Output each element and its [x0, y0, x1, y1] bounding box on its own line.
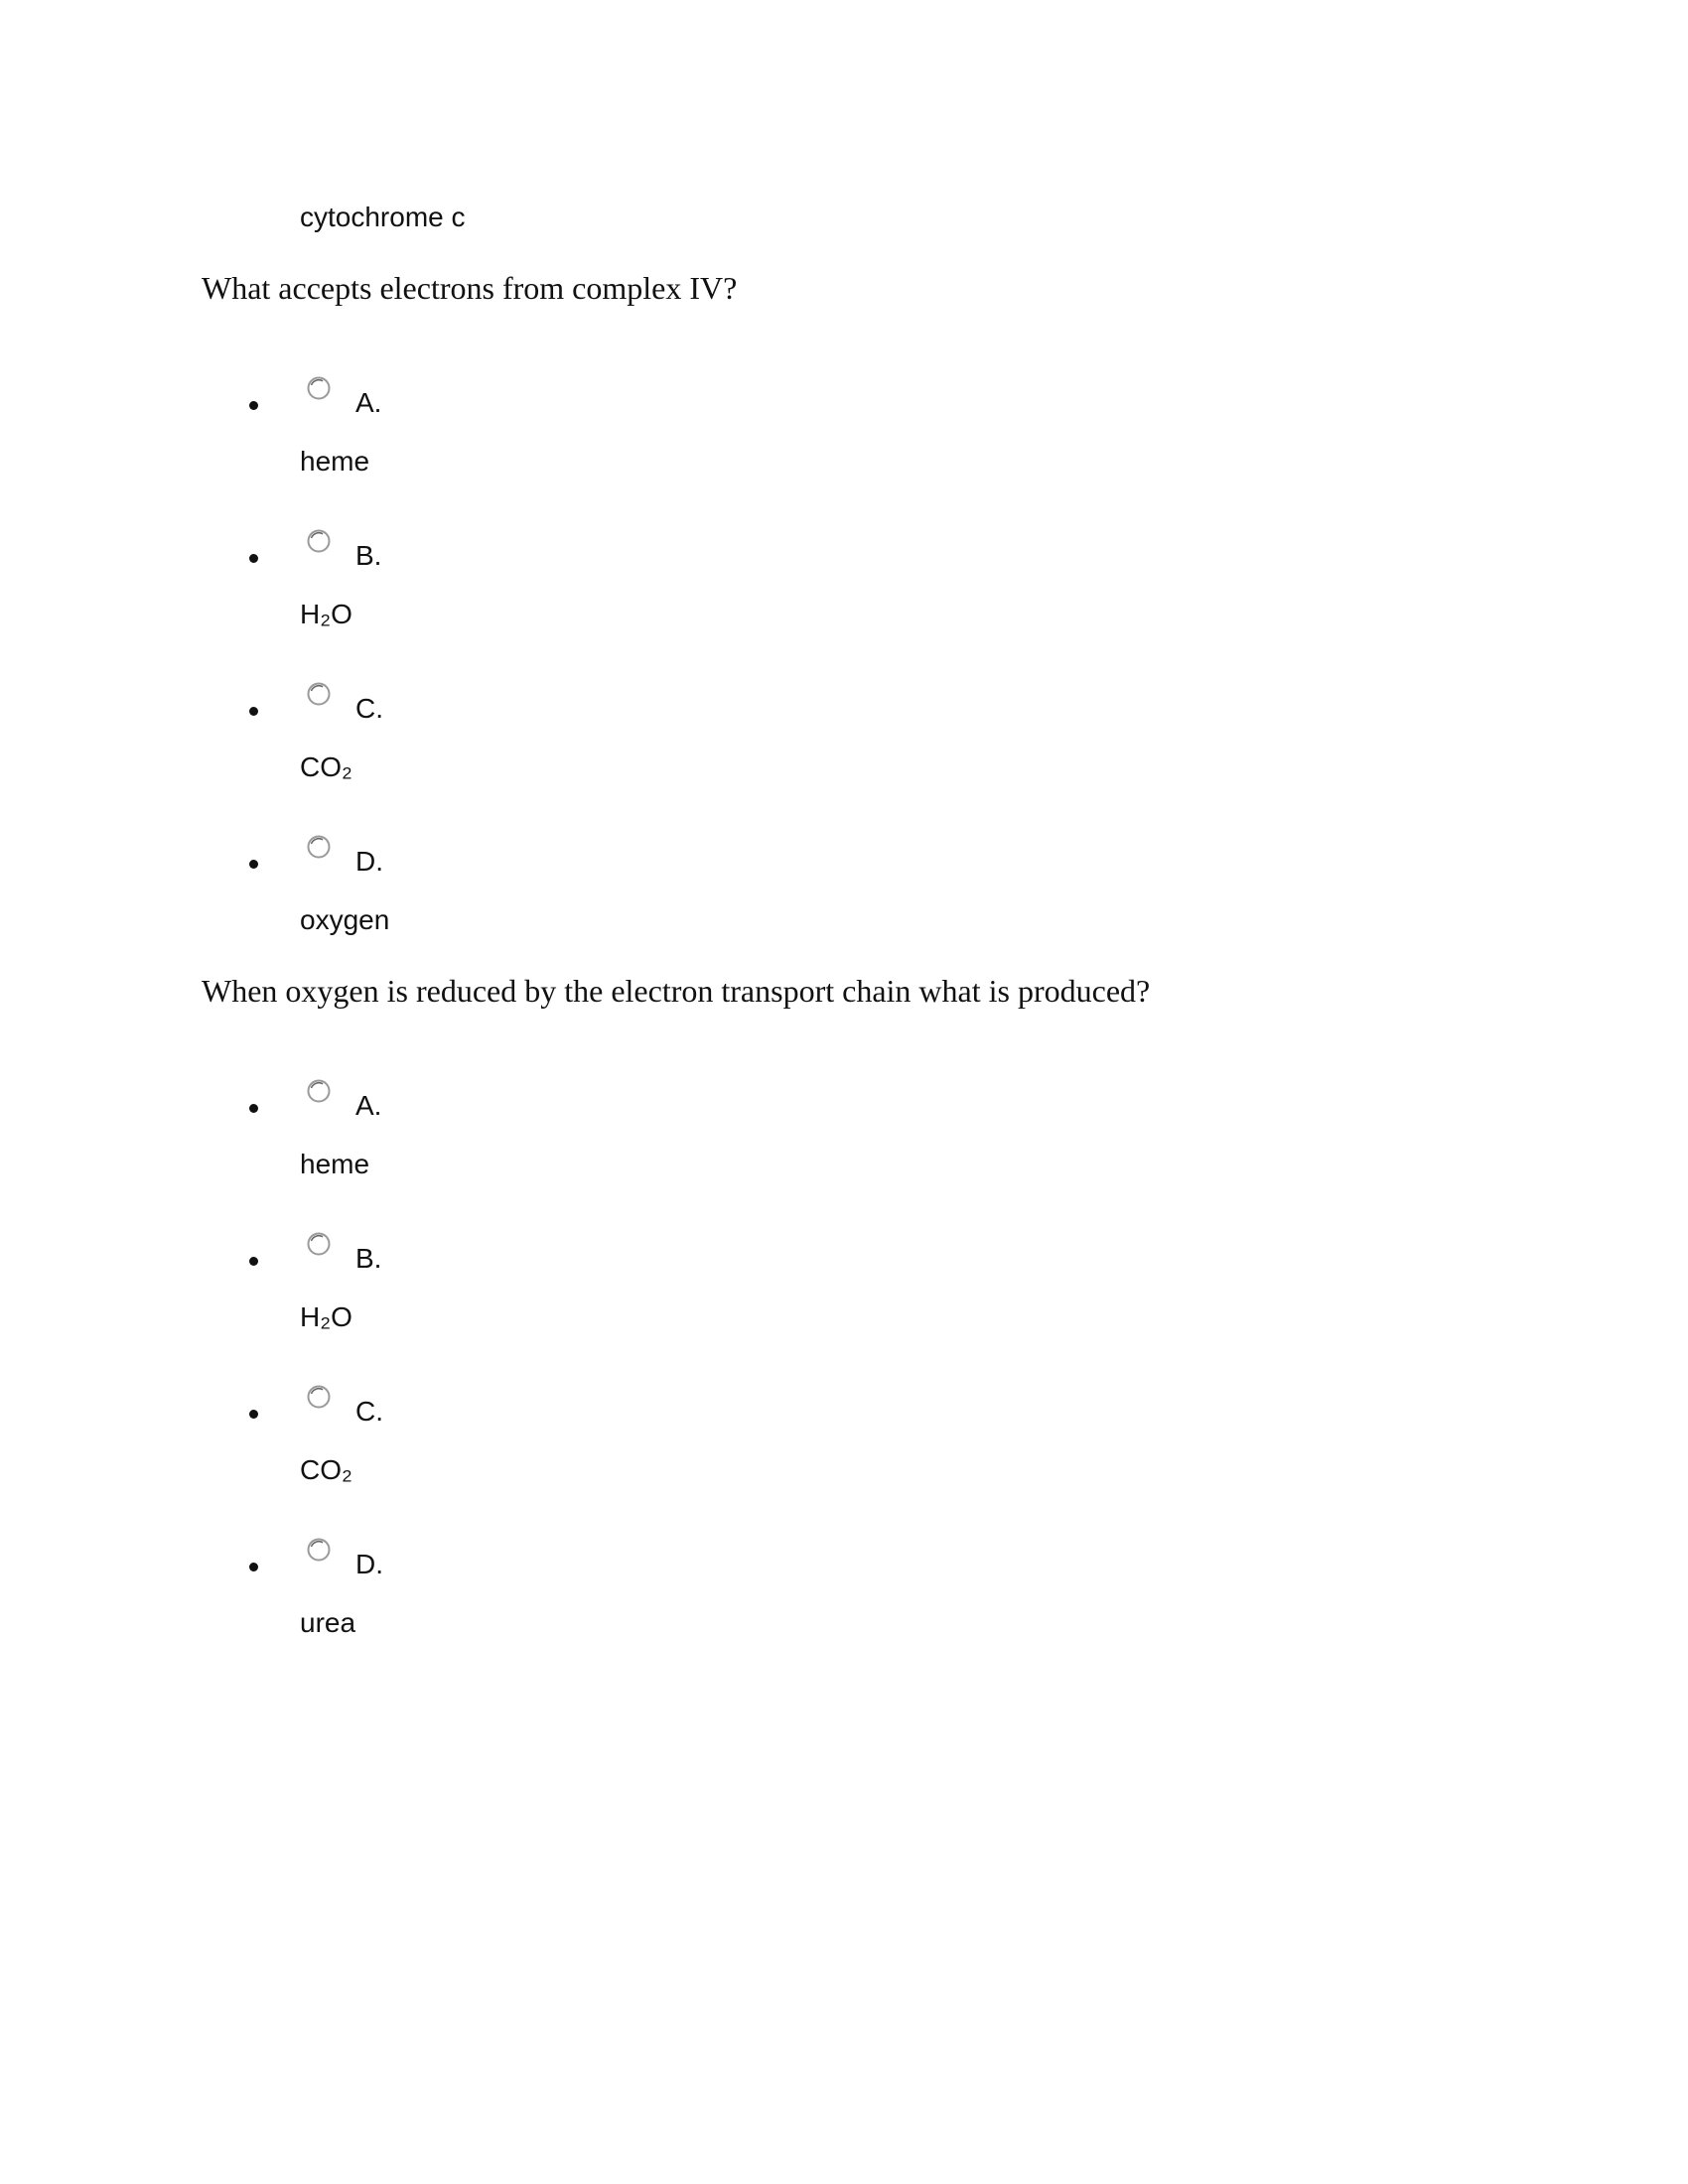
bullet-icon: [249, 554, 258, 563]
question-2-option-b-radio[interactable]: [306, 1231, 332, 1257]
question-1-option-c-radio[interactable]: [306, 681, 332, 707]
bullet-icon: [249, 1410, 258, 1419]
bullet-icon: [249, 860, 258, 869]
question-1-option-d-radio[interactable]: [306, 834, 332, 860]
question-2-option-d-radio[interactable]: [306, 1537, 332, 1563]
question-1-option-b-radio[interactable]: [306, 528, 332, 554]
question-2-option-b-letter: B.: [355, 1243, 382, 1274]
bullet-icon: [249, 1104, 258, 1113]
bullet-icon: [249, 1257, 258, 1266]
question-1-option-a-radio[interactable]: [306, 375, 332, 401]
question-2-option-a-radio[interactable]: [306, 1078, 332, 1104]
question-1-option-c-text: CO₂: [300, 751, 352, 782]
question-1-option-d-letter: D.: [355, 846, 383, 877]
question-1-option-b-text: H₂O: [300, 599, 352, 629]
previous-answer-text: cytochrome c: [300, 202, 466, 232]
question-1-option-b-letter: B.: [355, 540, 382, 571]
question-1-option-c-letter: C.: [355, 693, 383, 724]
question-2-text: When oxygen is reduced by the electron transport chain what is produced?: [202, 973, 1151, 1009]
question-2-option-a-text: heme: [300, 1149, 370, 1179]
question-1-option-d-text: oxygen: [300, 904, 390, 935]
bullet-icon: [249, 1563, 258, 1571]
question-2-option-d-text: urea: [300, 1607, 356, 1638]
question-1-option-a-letter: A.: [355, 387, 382, 418]
question-2-option-d-letter: D.: [355, 1549, 383, 1579]
bullet-icon: [249, 707, 258, 716]
question-2-option-a-letter: A.: [355, 1090, 382, 1121]
question-2-option-c-text: CO₂: [300, 1454, 352, 1485]
question-1-text: What accepts electrons from complex IV?: [202, 270, 738, 306]
bullet-icon: [249, 401, 258, 410]
question-2-option-b-text: H₂O: [300, 1301, 352, 1332]
question-1-option-a-text: heme: [300, 446, 370, 477]
question-2-option-c-radio[interactable]: [306, 1384, 332, 1410]
question-2-option-c-letter: C.: [355, 1396, 383, 1427]
